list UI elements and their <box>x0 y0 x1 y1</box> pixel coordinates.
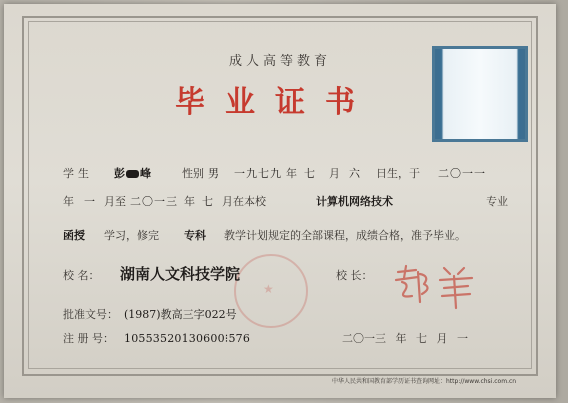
photo-placeholder <box>432 46 528 142</box>
year-label-2: 年 <box>63 195 74 208</box>
registration-label: 注 册 号： <box>63 332 114 345</box>
president-label: 校 长： <box>336 269 373 282</box>
school-label: 校 名： <box>63 269 100 282</box>
month-label: 月 <box>329 167 340 180</box>
major: 计算机网络技术 <box>316 195 393 208</box>
study-label: 学习，修完 <box>104 229 159 242</box>
gender-value: 男 <box>208 167 219 180</box>
approval-label: 批准文号： <box>63 308 118 321</box>
in-school-label: 月在本校 <box>222 195 266 208</box>
registration-number: 10553520130600⁝576 <box>124 332 251 345</box>
start-month: 一 <box>84 195 95 208</box>
completion-text: 教学计划规定的全部课程，成绩合格，准予毕业。 <box>224 229 466 242</box>
gender-label: 性别 <box>182 167 204 180</box>
school-name: 湖南人文科技学院 <box>120 265 241 283</box>
month-to-label: 月至 <box>104 195 126 208</box>
born-label: 日生，于 <box>376 167 420 180</box>
year-label: 年 <box>286 167 297 180</box>
approval-number: (1987)教高三字022号 <box>124 308 237 321</box>
student-name-first: 彭 <box>114 167 125 180</box>
student-name <box>114 168 151 179</box>
major-label: 专业 <box>486 195 508 208</box>
end-month: 七 <box>202 195 213 208</box>
birth-day: 六 <box>349 167 360 180</box>
year-label-3: 年 <box>184 195 195 208</box>
birth-month: 七 <box>304 167 315 180</box>
start-year: 二〇一一 <box>438 167 486 180</box>
end-year: 二〇一三 <box>130 195 178 208</box>
student-label: 学生 <box>63 167 93 180</box>
subtitle: 成人高等教育 <box>229 54 332 69</box>
president-signature-icon <box>392 262 484 312</box>
level: 专科 <box>184 229 206 242</box>
certificate-paper <box>4 4 556 398</box>
redaction-mark <box>126 170 139 178</box>
study-mode: 函授 <box>63 229 85 242</box>
seal-star-icon: ★ <box>263 282 274 296</box>
certificate-title: 毕业证书 <box>175 85 375 120</box>
issue-date: 二〇一三 年 七 月 一 <box>342 332 468 345</box>
student-name-last: 峰 <box>140 167 151 180</box>
verification-footer: 中华人民共和国教育部学历证书查询网址：http://www.chsi.com.cn <box>332 378 517 385</box>
birth-year: 一九七九 <box>234 167 282 180</box>
